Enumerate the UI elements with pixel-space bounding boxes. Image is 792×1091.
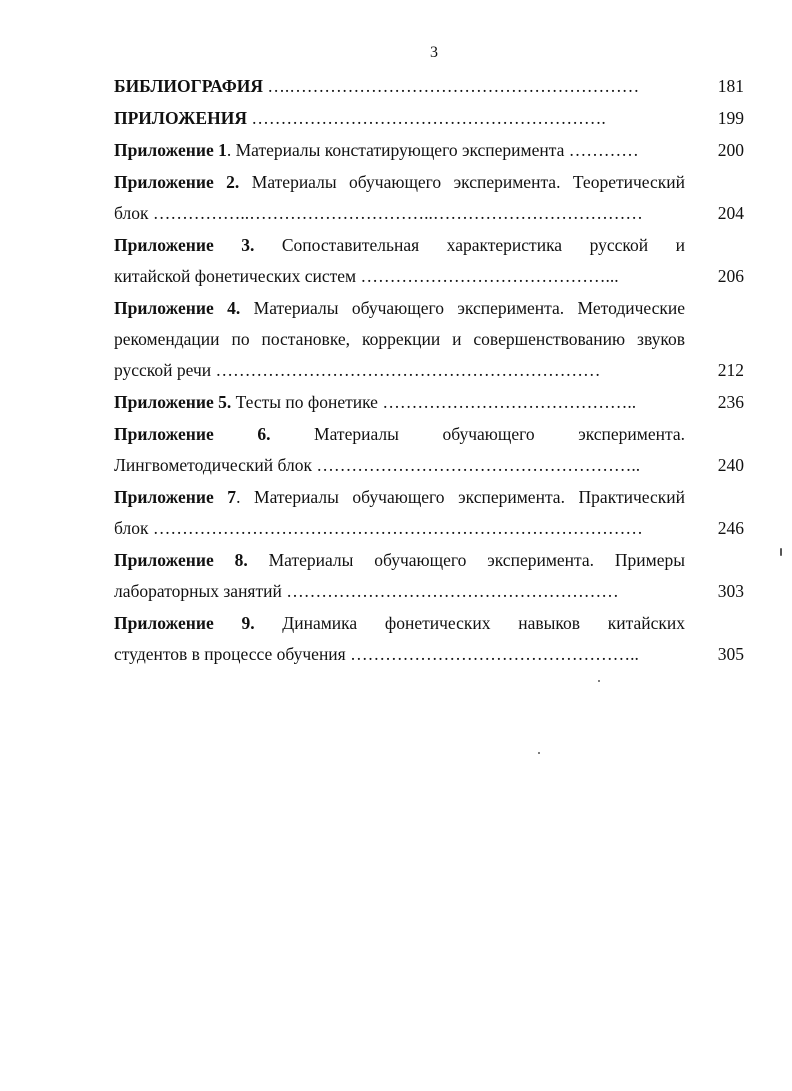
toc-page-number: 246: [717, 518, 744, 538]
toc-entry-appendix-2[interactable]: [114, 171, 685, 193]
toc-entry-title: Приложение 4.: [114, 298, 241, 318]
toc-page-number: 206: [717, 266, 744, 286]
toc-page-number: 199: [717, 108, 744, 128]
toc-entry-text: Динамика фонетических навыков китайских: [254, 613, 685, 633]
toc-entry-title: Приложение 6.: [114, 424, 271, 444]
toc-entry-title: Приложение 5.: [114, 392, 232, 412]
toc-page-number: 204: [717, 203, 744, 223]
toc-entry-text: . Материалы констатирующего эксперимента …………: [226, 140, 639, 160]
toc-entry-leader: ….……………………………………………………: [262, 76, 640, 96]
toc-entry-continuation: студентов в процессе обучения …………………………………………..: [114, 644, 639, 664]
toc-entry-continuation: лабораторных занятий …………………………………………………: [114, 581, 619, 601]
toc-entry-text: . Материалы обучающего эксперимента. Практический: [236, 487, 685, 507]
toc-page-number: 303: [717, 581, 744, 601]
scan-speck: [538, 752, 540, 754]
toc-entry-continuation: рекомендации по постановке, коррекции и совершенствованию звуков: [114, 329, 685, 349]
toc-entry-text: Материалы обучающего эксперимента. Теоретический: [239, 172, 685, 192]
toc-page-number: 200: [717, 140, 744, 160]
toc-entry-text: Материалы обучающего эксперимента. Методические: [240, 298, 685, 318]
toc-entry-appendix-4[interactable]: [114, 297, 685, 319]
toc-entry-text: Материалы обучающего эксперимента.: [270, 424, 685, 444]
page-number: 3: [430, 44, 438, 61]
scan-speck: [780, 548, 782, 556]
toc-entry-text: Тесты по фонетике ……………………………………..: [231, 392, 637, 412]
toc-entry-continuation: блок …………………………………………………………………………: [114, 518, 643, 538]
toc-entry-appendix-6[interactable]: [114, 423, 685, 445]
toc-entry-appendix-5[interactable]: [114, 391, 636, 413]
toc-entry-title: Приложение 2.: [114, 172, 240, 192]
toc-entry-continuation: блок ……………..…………………………..………………………………: [114, 203, 643, 223]
toc-entry-text: Сопоставительная характеристика русской и: [254, 235, 685, 255]
toc-entry-title: Приложение 1: [114, 140, 227, 160]
toc-page-number: 240: [717, 455, 744, 475]
toc-entry-title: ПРИЛОЖЕНИЯ: [114, 108, 247, 128]
toc-entry-appendix-9[interactable]: [114, 612, 685, 634]
toc-page-number: 236: [717, 392, 744, 412]
toc-entry-text: Материалы обучающего эксперимента. Примеры: [247, 550, 685, 570]
toc-page-number: 305: [717, 644, 744, 664]
toc-entry-appendix-1[interactable]: [114, 139, 639, 161]
toc-entry-continuation: русской речи …………………………………………………………: [114, 360, 601, 380]
toc-entry-title: Приложение 9.: [114, 613, 255, 633]
toc-entry-appendix-8[interactable]: [114, 549, 685, 571]
toc-entry-appendix-3[interactable]: [114, 234, 685, 256]
toc-page-number: 212: [717, 360, 744, 380]
toc-entry-title: Приложение 3.: [114, 235, 255, 255]
toc-entry-title: Приложение 8.: [114, 550, 248, 570]
toc-page-number: 181: [717, 76, 744, 96]
toc-entry-appendix-7[interactable]: [114, 486, 685, 508]
toc-entry-title: БИБЛИОГРАФИЯ: [114, 76, 263, 96]
toc-entry-leader: …………………………………………………….: [246, 108, 606, 128]
toc-entry-continuation: Лингвометодический блок ………………………………………………..: [114, 455, 641, 475]
scan-speck: [598, 680, 600, 682]
toc-entry-continuation: китайской фонетических систем ……………………………………...: [114, 266, 619, 286]
toc-entry-bibliography[interactable]: [114, 75, 639, 97]
toc-entry-title: Приложение 7: [114, 487, 237, 507]
toc-entry-appendices[interactable]: [114, 107, 606, 129]
